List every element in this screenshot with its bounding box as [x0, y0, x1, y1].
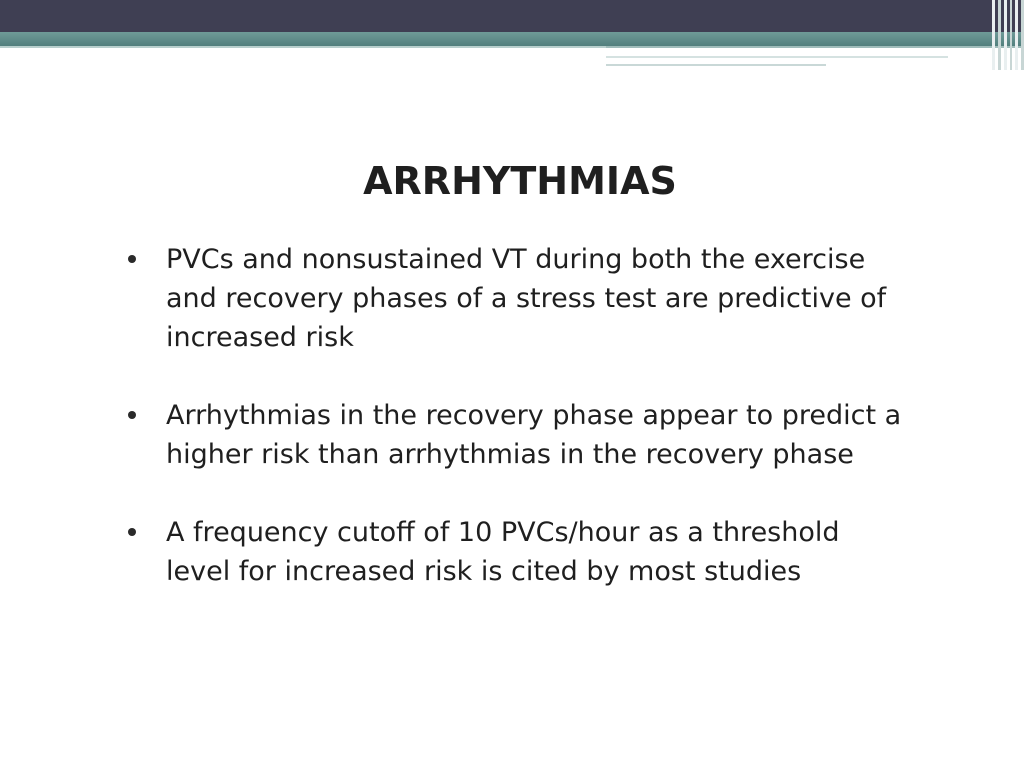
header-accent-line [606, 64, 826, 66]
header-teal-band [0, 32, 1024, 46]
header-vertical-bars [992, 0, 1024, 70]
bullet-text: PVCs and nonsustained VT during both the exercise and recovery phases of a stress test are predictive of increased risk [166, 244, 887, 353]
bullet-icon [128, 528, 136, 536]
bullet-icon [128, 411, 136, 419]
header-dark-band [0, 0, 1024, 32]
bullet-list [128, 240, 908, 630]
bullet-item [128, 396, 908, 474]
bullet-item [128, 240, 908, 357]
bullet-text: A frequency cutoff of 10 PVCs/hour as a threshold level for increased risk is cited by most studies [166, 517, 840, 587]
header-accent-line [606, 56, 948, 58]
header-right-block [606, 46, 1024, 70]
bullet-text: Arrhythmias in the recovery phase appear to predict a higher risk than arrhythmias in the recovery phase [166, 400, 902, 470]
slide-title: ARRHYTHMIAS [363, 159, 677, 204]
header-thin-line [0, 46, 606, 48]
bullet-icon [128, 255, 136, 263]
bullet-item [128, 513, 908, 591]
